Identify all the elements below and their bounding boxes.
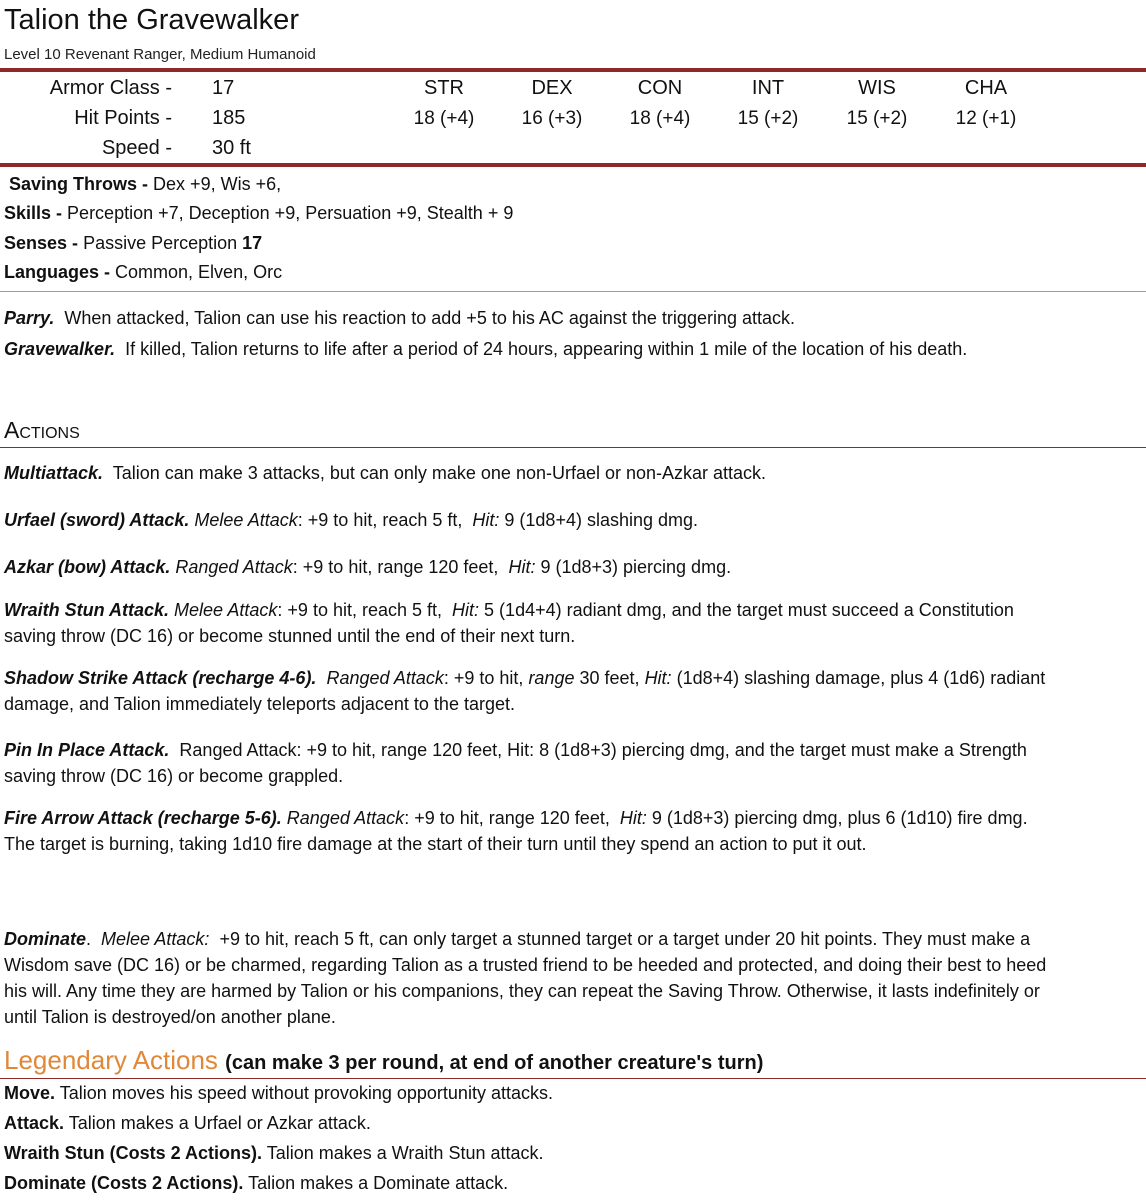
trait-text: When attacked, Talion can use his reaction to add +5 to his AC against the triggering attack. bbox=[64, 308, 795, 328]
senses-label: Senses - bbox=[4, 233, 79, 253]
legendary-subtitle: (can make 3 per round, at end of another creature's turn) bbox=[225, 1052, 764, 1074]
legendary-name: Dominate (Costs 2 Actions). bbox=[4, 1173, 244, 1193]
senses-line bbox=[4, 233, 262, 254]
legendary-move bbox=[4, 1083, 553, 1104]
action-text: Ranged Attack: +9 to hit, range 120 feet, Hit: 8 (1d8+3) piercing dmg, and the target must make a Strength saving throw (DC 16) or become grappled. bbox=[4, 740, 1027, 786]
action-wraith-stun bbox=[4, 597, 1054, 649]
attack-type: Melee Attack bbox=[194, 510, 298, 530]
hit-label: Hit: bbox=[508, 557, 536, 577]
attack-type: Ranged Attack bbox=[326, 668, 444, 688]
creature-name: Talion the Gravewalker bbox=[4, 4, 299, 36]
attack-bonus: : +9 to hit, range 120 feet, bbox=[404, 808, 610, 828]
action-dot: . bbox=[86, 929, 92, 949]
legendary-text: Talion makes a Dominate attack. bbox=[248, 1173, 509, 1193]
hit-label: Hit: bbox=[452, 600, 480, 620]
languages-label: Languages - bbox=[4, 262, 111, 282]
saving-throws-value: Dex +9, Wis +6, bbox=[153, 174, 282, 194]
action-name: Dominate bbox=[4, 929, 87, 949]
ability-str-name: STR bbox=[424, 77, 464, 99]
hit-damage: 9 (1d8+3) piercing dmg, plus 6 (1d10) fire dmg. The target is burning, taking 1d10 fire damage at the start of their turn until they spend an action to put it out. bbox=[4, 808, 1028, 854]
hit-damage: 9 (1d8+3) piercing dmg. bbox=[540, 557, 732, 577]
trait-name: Gravewalker. bbox=[4, 339, 116, 359]
ability-con-value: 18 (+4) bbox=[629, 108, 691, 129]
action-multiattack bbox=[4, 460, 1054, 486]
range-label: range bbox=[528, 668, 575, 688]
skills-line bbox=[4, 203, 513, 224]
action-name: Shadow Strike Attack (recharge 4-6). bbox=[4, 668, 317, 688]
legendary-attack bbox=[4, 1113, 371, 1134]
ability-int-value: 15 (+2) bbox=[737, 108, 799, 129]
armor-class-label: Armor Class - bbox=[49, 77, 172, 99]
saving-throws-label: Saving Throws - bbox=[9, 174, 149, 194]
action-name: Wraith Stun Attack. bbox=[4, 600, 170, 620]
trait-text: If killed, Talion returns to life after a period of 24 hours, appearing within 1 mile of the location of his death. bbox=[125, 339, 968, 359]
attack-type: Melee Attack: bbox=[101, 929, 210, 949]
legendary-name: Attack. bbox=[4, 1113, 65, 1133]
legendary-text: Talion makes a Urfael or Azkar attack. bbox=[68, 1113, 371, 1133]
action-dominate bbox=[4, 926, 1054, 1030]
ability-cha-value: 12 (+1) bbox=[955, 108, 1017, 129]
hit-damage: 9 (1d8+4) slashing dmg. bbox=[504, 510, 699, 530]
range-value: 30 feet, bbox=[579, 668, 640, 688]
action-urfael bbox=[4, 507, 1054, 533]
attack-type: Melee Attack bbox=[174, 600, 278, 620]
action-name: Urfael (sword) Attack. bbox=[4, 510, 190, 530]
senses-value: Passive Perception bbox=[83, 233, 238, 253]
hit-points-label: Hit Points - bbox=[74, 107, 172, 129]
legendary-title: Legendary Actions bbox=[4, 1045, 218, 1075]
hit-label: Hit: bbox=[619, 808, 647, 828]
attack-bonus: : +9 to hit, reach 5 ft, bbox=[277, 600, 443, 620]
saving-throws-line bbox=[9, 174, 281, 195]
trait-name: Parry. bbox=[4, 308, 55, 328]
action-name: Azkar (bow) Attack. bbox=[4, 557, 171, 577]
details-rule bbox=[0, 291, 1146, 292]
actions-heading: Actions bbox=[4, 417, 80, 443]
legendary-wraith-stun bbox=[4, 1143, 544, 1164]
hit-label: Hit: bbox=[644, 668, 672, 688]
action-name: Multiattack. bbox=[4, 463, 104, 483]
legendary-dominate bbox=[4, 1173, 508, 1194]
action-text: +9 to hit, reach 5 ft, can only target a stunned target or a target under 20 hit points. They must make a Wisdom save (DC 16) or be charmed, regarding Talion as a trusted friend to be heeded and protected, and doing their best to heed his will. Any time they are harmed by Talion or his companions, they can repeat the Saving Throw. Otherwise, it lasts indefinitely or until Talion is destroyed/on another plane. bbox=[4, 929, 1047, 1027]
action-pin-in-place bbox=[4, 737, 1054, 789]
ability-dex-value: 16 (+3) bbox=[521, 108, 583, 129]
legendary-heading bbox=[4, 1045, 763, 1076]
attack-type: Ranged Attack bbox=[175, 557, 293, 577]
languages-value: Common, Elven, Orc bbox=[115, 262, 283, 282]
ability-wis-name: WIS bbox=[858, 77, 896, 99]
action-fire-arrow bbox=[4, 805, 1054, 857]
speed-value: 30 ft bbox=[212, 137, 251, 159]
ability-cha-name: CHA bbox=[964, 77, 1008, 99]
speed-label: Speed - bbox=[101, 137, 172, 159]
ability-int-name: INT bbox=[751, 77, 785, 99]
trait-parry bbox=[4, 305, 1054, 331]
action-name: Pin In Place Attack. bbox=[4, 740, 170, 760]
legendary-text: Talion makes a Wraith Stun attack. bbox=[266, 1143, 544, 1163]
top-rule bbox=[0, 68, 1146, 72]
armor-class-value: 17 bbox=[212, 77, 235, 99]
attack-bonus: : +9 to hit, bbox=[443, 668, 524, 688]
trait-gravewalker bbox=[4, 336, 1054, 362]
action-shadow-strike bbox=[4, 665, 1054, 717]
attack-bonus: : +9 to hit, range 120 feet, bbox=[292, 557, 499, 577]
hit-points-value: 185 bbox=[212, 107, 246, 129]
hit-damage: 5 (1d4+4) radiant dmg, and the target must succeed a Constitution saving throw (DC 16) or become stunned until the end of their next turn. bbox=[4, 600, 1014, 646]
ability-wis-value: 15 (+2) bbox=[846, 108, 908, 129]
skills-label: Skills - bbox=[4, 203, 63, 223]
stats-rule bbox=[0, 163, 1146, 167]
legendary-name: Wraith Stun (Costs 2 Actions). bbox=[4, 1143, 263, 1163]
action-azkar bbox=[4, 554, 1054, 580]
legendary-name: Move. bbox=[4, 1083, 56, 1103]
senses-number: 17 bbox=[242, 233, 263, 253]
attack-type: Ranged Attack bbox=[286, 808, 405, 828]
ability-dex-name: DEX bbox=[531, 77, 573, 99]
attack-bonus: : +9 to hit, reach 5 ft, bbox=[297, 510, 463, 530]
languages-line bbox=[4, 262, 282, 283]
legendary-text: Talion moves his speed without provoking opportunity attacks. bbox=[59, 1083, 553, 1103]
hit-damage: (1d8+4) slashing damage, plus 4 (1d6) radiant damage, and Talion immediately teleports adjacent to the target. bbox=[4, 668, 1046, 714]
ability-str-value: 18 (+4) bbox=[413, 108, 475, 129]
action-text: Talion can make 3 attacks, but can only make one non-Urfael or non-Azkar attack. bbox=[112, 463, 767, 483]
actions-rule bbox=[0, 447, 1146, 448]
creature-type: Level 10 Revenant Ranger, Medium Humanoid bbox=[4, 46, 316, 63]
legendary-rule bbox=[0, 1078, 1146, 1079]
action-name: Fire Arrow Attack (recharge 5-6). bbox=[4, 808, 282, 828]
ability-con-name: CON bbox=[637, 77, 683, 99]
hit-label: Hit: bbox=[472, 510, 500, 530]
skills-value: Perception +7, Deception +9, Persuation +9, Stealth + 9 bbox=[67, 203, 514, 223]
